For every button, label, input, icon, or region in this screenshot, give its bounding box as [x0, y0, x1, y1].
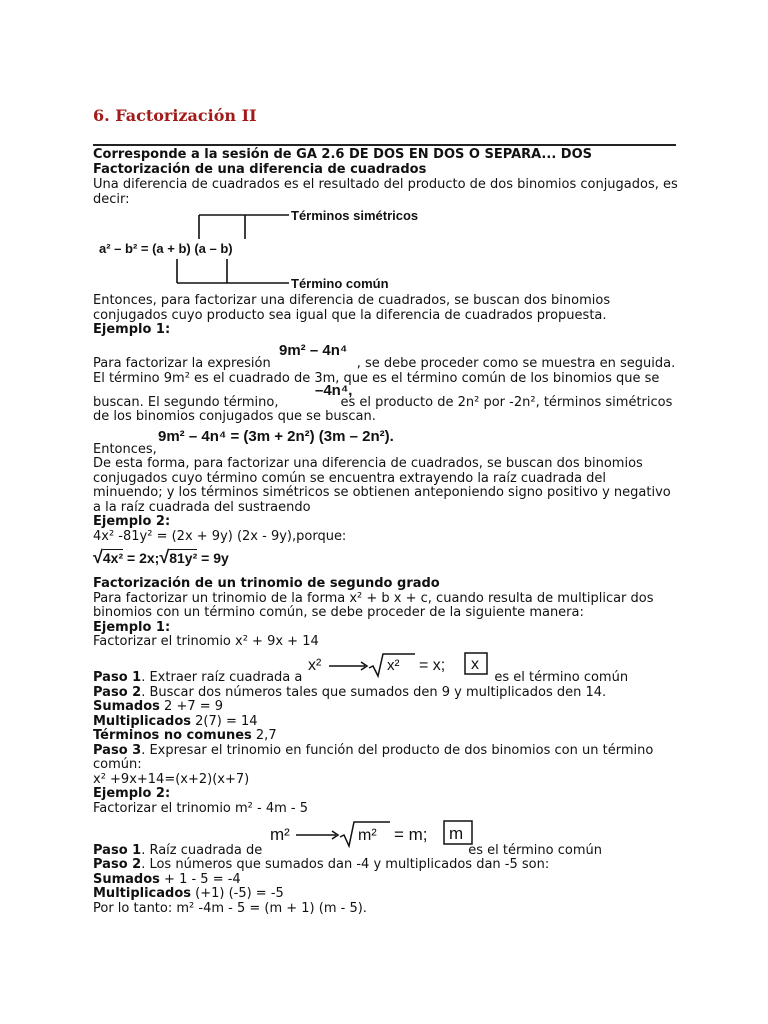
paragraph-line: común: [93, 757, 142, 772]
page-title: 6. Factorización II [93, 106, 257, 125]
paragraph-line: a la raíz cuadrada del sustraendo [93, 500, 311, 515]
step-line [93, 857, 549, 872]
non-common-terms-line [93, 728, 277, 743]
step-line [93, 670, 628, 685]
sum-line [93, 872, 241, 887]
label: Sumados [93, 699, 160, 714]
paragraph-line: De esta forma, para factorizar una diferencia de cuadrados, se buscan dos binomios [93, 456, 643, 471]
step-line [93, 685, 606, 700]
paragraph-line: conjugados cuyo producto sea igual que la diferencia de cuadrados propuesta. [93, 308, 607, 323]
root-result: = 2x; [123, 550, 160, 566]
paragraph-line: decir: [93, 192, 130, 207]
boxed-common-term: x [471, 656, 479, 673]
text-segment: 2 +7 = 9 [159, 699, 224, 714]
section-heading-difference-of-squares: Factorización de una diferencia de cuadrados [93, 162, 427, 177]
paragraph-line [93, 356, 675, 371]
session-note: Corresponde a la sesión de GA 2.6 DE DOS EN DOS O SEPARA... DOS [93, 147, 592, 162]
text-segment: es el término común [468, 843, 602, 858]
base-term: m² [270, 825, 290, 844]
title-divider [93, 144, 676, 146]
radical-sign: √ [93, 547, 103, 567]
text-segment: + 1 - 5 = -4 [159, 872, 241, 887]
paragraph-line: Entonces, para factorizar una diferencia de cuadrados, se buscan dos binomios [93, 293, 611, 308]
final-result-line: Por lo tanto: m² -4m - 5 = (m + 1) (m - 5). [93, 901, 367, 916]
text-segment: es el término común [494, 670, 629, 685]
base-term: x² [308, 657, 322, 674]
paragraph-line: El término 9m² es el cuadrado de 3m, que es el término común de los binomios que se [93, 371, 660, 386]
label-common-term: Término común [291, 276, 389, 291]
paragraph-line: Entonces, [93, 442, 157, 457]
step-line [93, 743, 653, 758]
radical-sign: √ [159, 547, 170, 567]
root-equals: = x; [419, 657, 446, 674]
math-term-image: –4n⁴, [315, 382, 353, 399]
text-segment: . Raíz cuadrada de [141, 843, 263, 858]
example-label: Ejemplo 2: [93, 514, 171, 529]
product-line [93, 886, 284, 901]
paragraph-line: Una diferencia de cuadrados es el resultado del producto de dos binomios conjugados, es [93, 177, 678, 192]
radicand: m² [358, 827, 377, 844]
text-segment: . Extraer raíz cuadrada a [141, 670, 303, 685]
paragraph-line: 4x² -81y² = (2x + 9y) (2x - 9y),porque: [93, 529, 347, 544]
paragraph-line: binomios con un término común, se debe proceder de la siguiente manera: [93, 605, 584, 620]
example-label: Ejemplo 1: [93, 620, 171, 635]
step-label: Paso 1 [93, 670, 142, 685]
text-segment: . Los números que sumados dan -4 y multiplicados dan -5 son: [141, 857, 550, 872]
paragraph-line: Factorizar el trinomio x² + 9x + 14 [93, 634, 319, 649]
boxed-common-term: m [449, 824, 464, 843]
example-label: Ejemplo 2: [93, 786, 171, 801]
label-symmetric-terms: Términos simétricos [291, 208, 419, 223]
step-label: Paso 2 [93, 857, 142, 872]
label: Sumados [93, 872, 160, 887]
text-segment: , se debe proceder como se muestra en seguida. [356, 356, 676, 371]
text-segment: . Expresar el trinomio en función del producto de dos binomios con un término [141, 743, 654, 758]
text-segment: 2(7) = 14 [191, 714, 258, 729]
text-segment: 2,7 [251, 728, 277, 743]
math-expression-image: 9m² – 4n⁴ [279, 342, 348, 359]
radicand: x² [387, 657, 400, 674]
difference-of-squares-diagram [95, 207, 445, 297]
text-segment: buscan. El segundo término, [93, 395, 279, 410]
math-result-image: 9m² – 4n⁴ = (3m + 2n²) (3m – 2n²). [158, 428, 394, 445]
label: Multiplicados [93, 886, 191, 901]
paragraph-line: Factorizar el trinomio m² - 4m - 5 [93, 801, 309, 816]
radicand: 81y² [169, 550, 198, 566]
text-segment: Para factorizar la expresión [93, 356, 271, 371]
step-label: Paso 1 [93, 843, 142, 858]
text-segment: es el producto de 2n² por -2n², términos simétricos [340, 395, 673, 410]
label: Términos no comunes [93, 728, 252, 743]
diagram-expression: a² – b² = (a + b) (a – b) [99, 241, 233, 256]
paragraph-line: Para factorizar un trinomio de la forma x² + b x + c, cuando resulta de multiplicar dos [93, 591, 654, 606]
root-equals: = m; [394, 825, 428, 844]
step-label: Paso 2 [93, 685, 142, 700]
paragraph-line: de los binomios conjugados que se buscan. [93, 409, 376, 424]
sum-line [93, 699, 223, 714]
text-segment: . Buscar dos números tales que sumados den 9 y multiplicados den 14. [141, 685, 607, 700]
square-roots-image [93, 547, 229, 568]
product-line [93, 714, 258, 729]
paragraph-line: conjugados cuyo término común se encuentra extrayendo la raíz cuadrada del [93, 471, 607, 486]
section-heading-trinomial: Factorización de un trinomio de segundo grado [93, 576, 440, 591]
radicand: 4x² [102, 550, 124, 566]
paragraph-line: minuendo; y los términos simétricos se obtienen anteponiendo signo positivo y negativo [93, 485, 671, 500]
text-segment: (+1) (-5) = -5 [191, 886, 284, 901]
step-line [93, 843, 602, 858]
label: Multiplicados [93, 714, 191, 729]
step-label: Paso 3 [93, 743, 142, 758]
root-result: = 9y [197, 550, 229, 566]
example-label: Ejemplo 1: [93, 322, 171, 337]
paragraph-line [93, 395, 672, 410]
result-line: x² +9x+14=(x+2)(x+7) [93, 772, 250, 787]
